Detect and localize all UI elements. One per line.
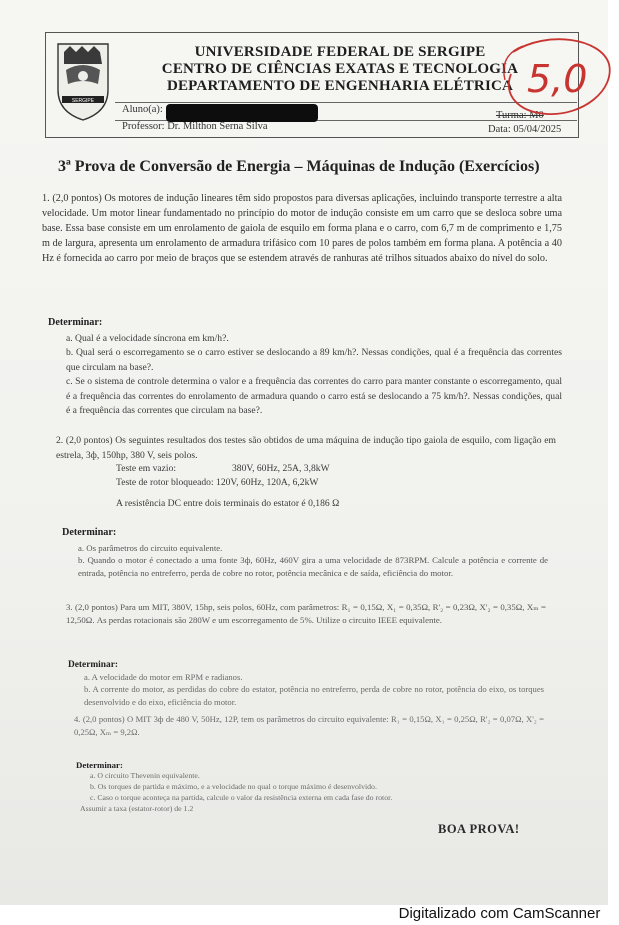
grade-mark bbox=[497, 34, 617, 126]
center-name: CENTRO DE CIÊNCIAS EXATAS E TECNOLOGIA bbox=[161, 61, 519, 77]
q2-test1-label: Teste em vazio: bbox=[116, 463, 177, 474]
question-1: 1. (2,0 pontos) Os motores de indução lineares têm sido propostos para diversas aplicações, incluindo transporte terrestre a alta velocidade. Um motor linear fundamentado no princípio do motor de indução consiste em um carro que se desloca sobre uma base. Essa base consiste em um enrolamento de gaiola de esquilo em forma plana e o carro, com 6,7 m de comprimento e 1,75 m de largura, apresenta um enrolamento de armadura trifásico com 10 pares de polos também em forma plana. A potência a 40 Hz é fornecida ao carro por meio de braços que se estendem através de ranhuras até trilhos situados abaixo do nível do solo. bbox=[42, 193, 562, 264]
university-name: UNIVERSIDADE FEDERAL DE SERGIPE bbox=[194, 44, 486, 60]
q2-rdc: A resistência DC entre dois terminais do estator é 0,186 Ω bbox=[116, 498, 340, 509]
q3-item-b: b. A corrente do motor, as perdidas do cobre do estator, potência no entreferro, perda de cobre no rotor, potência do eixo, os torques desenvolvido e do eixo, eficiência do motor. bbox=[84, 684, 544, 707]
exam-title: 3ª Prova de Conversão de Energia – Máquinas de Indução (Exercícios) bbox=[58, 158, 540, 175]
q1-item-b: b. Qual será o escorregamento se o carro estiver se deslocando a 89 km/h?. Nessas condições, qual é a frequência das correntes que circulam na base?. bbox=[66, 347, 562, 373]
q1-item-a: a. Qual é a velocidade síncrona em km/h?. bbox=[66, 333, 229, 344]
date-label: Data: 05/04/2025 bbox=[488, 124, 562, 135]
q3-determinar: Determinar: bbox=[68, 660, 118, 670]
q1-determinar: Determinar: bbox=[48, 317, 103, 328]
camscanner-watermark: Digitalizado com CamScanner bbox=[398, 905, 601, 922]
q2-test2: Teste de rotor bloqueado: 120V, 60Hz, 120A, 6,2kW bbox=[116, 477, 319, 488]
question-2: 2. (2,0 pontos) Os seguintes resultados dos testes são obtidos de uma máquina de indução tipo gaiola de esquilo, com ligação em estrela, 3ф, 150hp, 380 V, seis polos. bbox=[56, 435, 556, 461]
q2-item-a: a. Os parâmetros do circuito equivalente. bbox=[78, 543, 223, 553]
university-logo bbox=[54, 40, 112, 122]
q3-item-a: a. A velocidade do motor em RPM e radianos. bbox=[84, 672, 243, 682]
student-label: Aluno(a): bbox=[122, 104, 163, 115]
question-4: 4. (2,0 pontos) O MIT 3ф de 480 V, 50Hz, 12P, tem os parâmetros do circuito equivalente: R₁ = 0,15Ω, X₁ = 0,25Ω, R'₂ = 0,07Ω, X'₂ = 0,25Ω, Xₘ = 9,2Ω. bbox=[74, 714, 544, 737]
university-header bbox=[120, 44, 560, 95]
q1-item-c: c. Se o sistema de controle determina o valor e a frequência das correntes do carro para manter constante o escorregamento, qual é a frequência das correntes do enrolamento de armadura quando o carro está se deslocando a 75 km/h?. Nessas condições, qual é a frequência das correntes que circulam na base?. bbox=[66, 376, 562, 416]
q4-determinar: Determinar: bbox=[76, 760, 123, 770]
logo-text: SERGIPE bbox=[71, 97, 95, 104]
q4-item-d: Assumir a taxa (estator-rotor) de 1.2 bbox=[80, 804, 194, 813]
q4-item-c: c. Caso o torque aconteça na partida, calcule o valor da resistência externa em cada fase do rotor. bbox=[90, 793, 393, 802]
q4-item-b: b. Os torques de partida e máximo, e a velocidade no qual o torque máximo é desenvolvido. bbox=[90, 782, 377, 791]
turma-label: Turma: M0 bbox=[496, 110, 544, 121]
closing-text: BOA PROVA! bbox=[438, 822, 520, 836]
question-3: 3. (2,0 pontos) Para um MIT, 380V, 15hp, seis polos, 60Hz, com parâmetros: R₁ = 0,15Ω, X₁ = 0,35Ω, R'₂ = 0,23Ω, X'₂ = 0,35Ω, Xₘ = 12,50Ω. As perdas rotacionais são 280W e um escorregamento de 5%. Utilize o circuito IEEE equivalente. bbox=[66, 602, 546, 625]
q4-item-a: a. O circuito Thevenin equivalente. bbox=[90, 771, 200, 780]
professor-label: Professor: Dr. Milthon Serna Silva bbox=[122, 121, 268, 132]
q2-determinar: Determinar: bbox=[62, 527, 117, 538]
q2-item-b: b. Quando o motor é conectado a uma fonte 3ф, 60Hz, 460V gira a uma velocidade de 873RPM. Calcule a potência e corrente de entrada, potência no entreferro, perda de cobre no rotor, potência mecânica e de saída, eficiência do motor. bbox=[78, 555, 548, 578]
q2-test1-value: 380V, 60Hz, 25A, 3,8kW bbox=[232, 463, 330, 474]
grade-value: 5,0 bbox=[527, 57, 588, 101]
department-name: DEPARTAMENTO DE ENGENHARIA ELÉTRICA bbox=[166, 78, 514, 94]
redacted-name bbox=[166, 104, 318, 122]
